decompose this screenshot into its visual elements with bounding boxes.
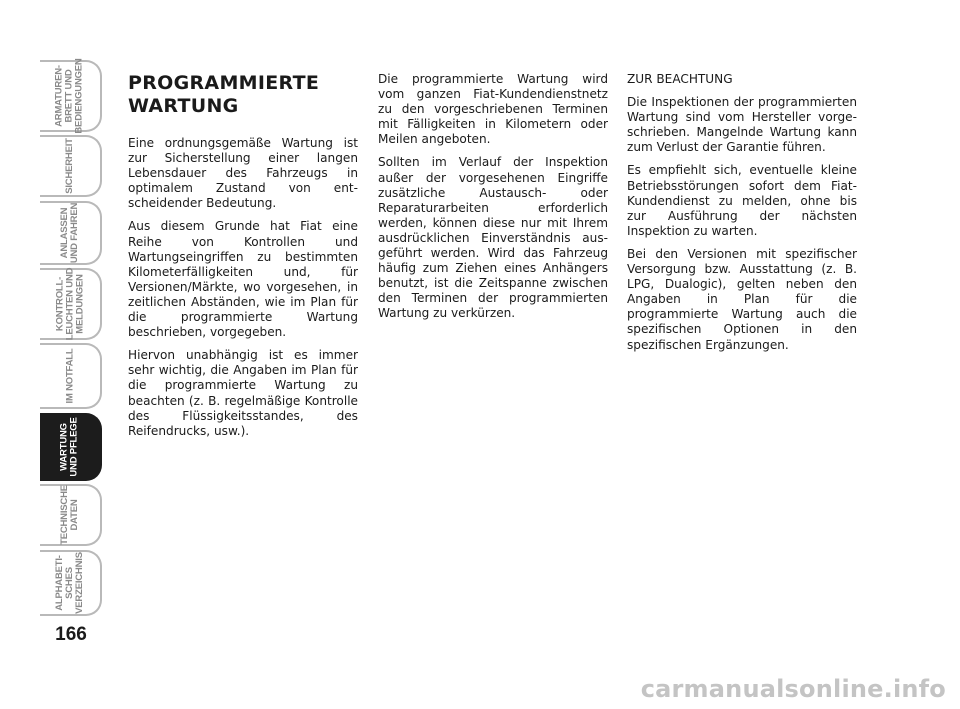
tab-alphabetisches-verzeichnis[interactable] [40, 550, 102, 616]
tab-label: ANLASSEN UND FAHREN [59, 202, 80, 264]
paragraph: Die programmierte Wartung wird vom ganzen Fiat-Kundendienstnetz zu den vorgeschriebenen Terminen mit Fälligkeiten in Kilometern oder Meilen angeboten. [378, 72, 608, 147]
tab-armaturenbrett[interactable] [40, 60, 102, 132]
tab-label: SICHERHEIT [63, 138, 75, 194]
tab-label: TECHNISCHE DATEN [58, 485, 80, 545]
paragraph: Sollten im Verlauf der Inspektion außer der vorgesehenen Eingriffe zusätzliche Austausch- oder Reparaturarbeiten erforderlich werden, können diese nur mit Ihrem ausdrücklichen Einverständnis ausgeführt werden. Wird das Fahrzeug häufig zum Ziehen eines Anhängers benutzt, ist die Zeitspanne zwischen den Terminen der programmierten Wartung zu verkürzen. [378, 155, 608, 321]
tab-wartung-und-pflege[interactable] [40, 413, 102, 481]
tab-label: WARTUNG UND PFLEGE [58, 417, 80, 477]
page-title: PROGRAMMIERTE WARTUNG [128, 72, 320, 117]
column-3 [627, 72, 857, 361]
paragraph: Aus diesem Grunde hat Fiat eine Reihe von Kontrollen und Wartungseingriffen zu bestimmten Kilometerfälligkeiten und, für Versionen/Märkte, wo vorgesehen, in zeitlichen Abständen, wie im Plan für die programmierte Wartung beschrieben, vorgegeben. [128, 219, 358, 340]
note-heading: ZUR BEACHTUNG [627, 72, 733, 86]
paragraph: Die Inspektionen der programmierten Wartung sind vom Hersteller vorgeschrieben. Mangelnde Wartung kann zum Verlust der Garantie führen. [627, 95, 857, 155]
paragraph: Hiervon unabhängig ist es immer sehr wichtig, die Angaben im Plan für die programmierte Wartung zu beachten (z. B. regelmäßige Kontrolle des Flüssigkeitsstandes, des Reifendrucks, usw.). [128, 348, 358, 438]
tab-technische-daten[interactable] [40, 484, 102, 546]
page-number: 166 [55, 624, 87, 645]
paragraph: Bei den Versionen mit spezifischer Versorgung bzw. Ausstattung (z. B. LPG, Dualogic), gelten neben den Angaben in Plan für die programmierte Wartung auch die spezifischen Optionen in den spezifischen Ergänzungen. [627, 246, 857, 352]
tab-label: ARMATUREN- BRETT UND BEDIENGUNGEN [54, 58, 86, 134]
tab-label: IM NOTFALL [64, 348, 75, 404]
tab-im-notfall[interactable] [40, 343, 102, 409]
column-1 [128, 72, 358, 447]
tab-anlassen-und-fahren[interactable] [40, 201, 102, 265]
chapter-tabs [40, 60, 104, 620]
tab-sicherheit[interactable] [40, 135, 102, 197]
tab-kontrollleuchten[interactable] [40, 268, 102, 340]
tab-label: KONTROLL- LEUCHTEN UND MELDUNGEN [54, 267, 86, 341]
tab-label: ALPHABETI- SCHES VERZEICHNIS [54, 552, 86, 614]
watermark-text: carmanualsonline.info [640, 675, 946, 703]
paragraph: Eine ordnungsgemäße Wartung ist zur Sicherstellung einer langen Lebensdauer des Fahrzeugs in optimalem Zustand von entscheidender Bedeutung. [128, 136, 358, 211]
column-2 [378, 72, 608, 330]
paragraph: Es empfiehlt sich, eventuelle kleine Betriebsstörungen sofort dem Fiat-Kundendienst zu melden, ohne bis zur Ausführung der nächsten Inspektion zu warten. [627, 163, 857, 238]
